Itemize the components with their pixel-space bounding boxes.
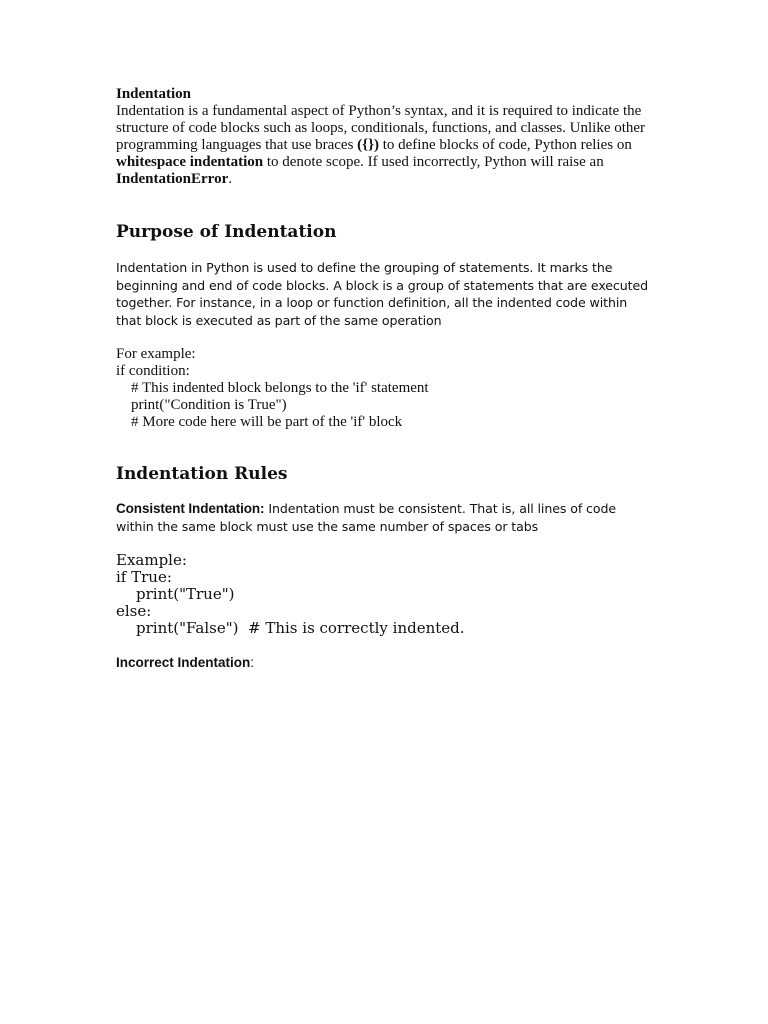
purpose-paragraph: Indentation in Python is used to define the grouping of statements. It marks the beginning and end of code blocks. A block is a group of statements that are executed together. For instance, in a loop or function definition, all the indented code within that block is executed as part of the same operation <box>116 260 649 328</box>
example-line: print("False") # This is correctly indented. <box>136 619 465 638</box>
intro-text-3: to denote scope. If used incorrectly, Python will raise an <box>263 154 604 170</box>
purpose-heading: Purpose of Indentation <box>116 222 337 242</box>
example-line: # This indented block belongs to the 'if' statement <box>131 380 429 397</box>
intro-text-2: to define blocks of code, Python relies on <box>378 137 632 153</box>
incorrect-suffix: : <box>250 654 255 670</box>
example-line: Example: <box>116 550 187 569</box>
rules-example-block <box>116 552 656 638</box>
intro-paragraph <box>116 103 656 188</box>
intro-bold-whitespace: whitespace indentation <box>116 154 264 170</box>
incorrect-indentation-label <box>116 654 656 671</box>
intro-text-4: . <box>228 171 232 187</box>
example-line: print("True") <box>136 584 235 603</box>
intro-bold-error: IndentationError <box>116 171 229 187</box>
example-line: if True: <box>116 567 172 586</box>
rules-heading: Indentation Rules <box>116 464 288 485</box>
example-line: print("Condition is True") <box>131 397 287 414</box>
consistent-indentation-paragraph <box>116 500 656 535</box>
incorrect-label: Incorrect Indentation <box>116 654 251 670</box>
intro-title: Indentation <box>116 86 192 102</box>
consistent-label: Consistent Indentation: <box>116 501 265 517</box>
purpose-example-block <box>116 346 656 431</box>
example-line: if condition: <box>116 363 190 380</box>
intro-text-1: Indentation is a fundamental aspect of Python’s syntax, and it is required to indicate the structure of code blocks such as loops, conditionals, functions, and classes. Unlike other programming languages that use braces <box>116 103 646 153</box>
example-line: # More code here will be part of the 'if' block <box>131 414 403 431</box>
intro-bold-braces: ({}) <box>357 137 379 153</box>
document-page <box>116 86 656 684</box>
consistent-text: Indentation must be consistent. That is, all lines of code within the same block must use the same number of spaces or tabs <box>116 501 617 534</box>
example-line: else: <box>116 602 152 621</box>
example-line: For example: <box>116 346 196 363</box>
